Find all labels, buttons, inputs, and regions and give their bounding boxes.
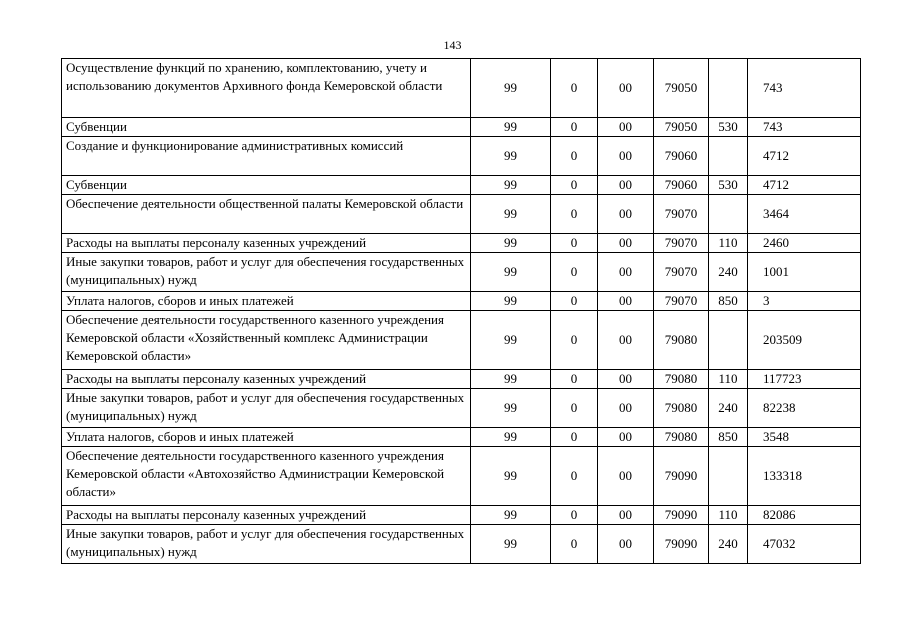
code-direction-cell: 79070 — [654, 253, 709, 292]
table-row — [62, 428, 861, 447]
code-section-cell: 99 — [471, 428, 551, 447]
code-program-cell: 00 — [598, 234, 654, 253]
expense-type-cell — [709, 311, 748, 370]
expense-name-cell: Субвенции — [62, 118, 471, 137]
table-row — [62, 447, 861, 506]
code-program-cell: 00 — [598, 370, 654, 389]
code-section-cell: 99 — [471, 525, 551, 564]
expense-name-cell: Обеспечение деятельности государственного казенного учреждения Кемеровской области «Автохозяйство Администрации Кемеровской области» — [62, 447, 471, 506]
code-program-cell: 00 — [598, 176, 654, 195]
code-direction-cell: 79080 — [654, 370, 709, 389]
expense-name-cell: Субвенции — [62, 176, 471, 195]
expense-type-cell — [709, 59, 748, 118]
code-section-cell: 99 — [471, 234, 551, 253]
code-subsection-cell: 0 — [551, 137, 598, 176]
code-program-cell: 00 — [598, 311, 654, 370]
code-subsection-cell: 0 — [551, 447, 598, 506]
expense-name-cell: Расходы на выплаты персоналу казенных учреждений — [62, 234, 471, 253]
code-subsection-cell: 0 — [551, 525, 598, 564]
expense-type-cell: 240 — [709, 389, 748, 428]
code-subsection-cell: 0 — [551, 311, 598, 370]
expense-name-cell: Иные закупки товаров, работ и услуг для обеспечения государственных (муниципальных) нужд — [62, 389, 471, 428]
code-subsection-cell: 0 — [551, 370, 598, 389]
table-row — [62, 506, 861, 525]
code-section-cell: 99 — [471, 137, 551, 176]
budget-table — [61, 58, 861, 564]
budget-table-body — [62, 59, 861, 564]
code-direction-cell: 79080 — [654, 311, 709, 370]
code-section-cell: 99 — [471, 447, 551, 506]
table-row — [62, 59, 861, 118]
code-subsection-cell: 0 — [551, 292, 598, 311]
expense-name-cell: Иные закупки товаров, работ и услуг для обеспечения государственных (муниципальных) нужд — [62, 525, 471, 564]
code-direction-cell: 79070 — [654, 234, 709, 253]
table-row — [62, 525, 861, 564]
amount-cell: 2460 — [748, 234, 861, 253]
table-row — [62, 311, 861, 370]
amount-cell: 1001 — [748, 253, 861, 292]
code-direction-cell: 79050 — [654, 59, 709, 118]
table-row — [62, 234, 861, 253]
amount-cell: 82086 — [748, 506, 861, 525]
code-direction-cell: 79080 — [654, 428, 709, 447]
expense-type-cell: 850 — [709, 292, 748, 311]
expense-name-cell: Уплата налогов, сборов и иных платежей — [62, 428, 471, 447]
amount-cell: 4712 — [748, 176, 861, 195]
code-direction-cell: 79050 — [654, 118, 709, 137]
code-section-cell: 99 — [471, 59, 551, 118]
code-program-cell: 00 — [598, 525, 654, 564]
table-row — [62, 195, 861, 234]
expense-name-cell: Расходы на выплаты персоналу казенных учреждений — [62, 370, 471, 389]
code-program-cell: 00 — [598, 253, 654, 292]
code-direction-cell: 79060 — [654, 137, 709, 176]
expense-name-cell: Обеспечение деятельности общественной палаты Кемеровской области — [62, 195, 471, 234]
amount-cell: 82238 — [748, 389, 861, 428]
code-section-cell: 99 — [471, 311, 551, 370]
expense-type-cell: 110 — [709, 370, 748, 389]
code-subsection-cell: 0 — [551, 253, 598, 292]
expense-type-cell: 850 — [709, 428, 748, 447]
amount-cell: 3464 — [748, 195, 861, 234]
expense-type-cell: 240 — [709, 525, 748, 564]
code-direction-cell: 79090 — [654, 447, 709, 506]
amount-cell: 47032 — [748, 525, 861, 564]
table-row — [62, 253, 861, 292]
code-section-cell: 99 — [471, 176, 551, 195]
code-program-cell: 00 — [598, 389, 654, 428]
amount-cell: 203509 — [748, 311, 861, 370]
code-section-cell: 99 — [471, 118, 551, 137]
code-direction-cell: 79080 — [654, 389, 709, 428]
code-program-cell: 00 — [598, 428, 654, 447]
code-direction-cell: 79060 — [654, 176, 709, 195]
code-direction-cell: 79070 — [654, 195, 709, 234]
code-section-cell: 99 — [471, 370, 551, 389]
amount-cell: 3548 — [748, 428, 861, 447]
code-program-cell: 00 — [598, 137, 654, 176]
code-subsection-cell: 0 — [551, 195, 598, 234]
code-subsection-cell: 0 — [551, 428, 598, 447]
code-subsection-cell: 0 — [551, 59, 598, 118]
expense-type-cell — [709, 137, 748, 176]
expense-name-cell: Расходы на выплаты персоналу казенных учреждений — [62, 506, 471, 525]
table-row — [62, 292, 861, 311]
expense-type-cell: 110 — [709, 234, 748, 253]
code-program-cell: 00 — [598, 506, 654, 525]
expense-type-cell: 530 — [709, 118, 748, 137]
code-subsection-cell: 0 — [551, 389, 598, 428]
code-section-cell: 99 — [471, 253, 551, 292]
table-row — [62, 137, 861, 176]
code-subsection-cell: 0 — [551, 176, 598, 195]
expense-type-cell: 240 — [709, 253, 748, 292]
table-row — [62, 370, 861, 389]
amount-cell: 743 — [748, 118, 861, 137]
code-program-cell: 00 — [598, 118, 654, 137]
code-direction-cell: 79090 — [654, 506, 709, 525]
amount-cell: 743 — [748, 59, 861, 118]
code-program-cell: 00 — [598, 59, 654, 118]
expense-name-cell: Создание и функционирование административных комиссий — [62, 137, 471, 176]
code-subsection-cell: 0 — [551, 506, 598, 525]
code-direction-cell: 79070 — [654, 292, 709, 311]
table-row — [62, 118, 861, 137]
code-section-cell: 99 — [471, 195, 551, 234]
amount-cell: 3 — [748, 292, 861, 311]
expense-name-cell: Уплата налогов, сборов и иных платежей — [62, 292, 471, 311]
code-program-cell: 00 — [598, 292, 654, 311]
page-number: 143 — [443, 38, 462, 52]
code-section-cell: 99 — [471, 389, 551, 428]
table-row — [62, 176, 861, 195]
expense-type-cell: 530 — [709, 176, 748, 195]
code-section-cell: 99 — [471, 292, 551, 311]
table-row — [62, 389, 861, 428]
expense-type-cell: 110 — [709, 506, 748, 525]
code-section-cell: 99 — [471, 506, 551, 525]
code-program-cell: 00 — [598, 447, 654, 506]
code-program-cell: 00 — [598, 195, 654, 234]
expense-name-cell: Осуществление функций по хранению, комплектованию, учету и использованию документов Архивного фонда Кемеровской области — [62, 59, 471, 118]
amount-cell: 4712 — [748, 137, 861, 176]
expense-type-cell — [709, 447, 748, 506]
expense-name-cell: Иные закупки товаров, работ и услуг для обеспечения государственных (муниципальных) нужд — [62, 253, 471, 292]
code-subsection-cell: 0 — [551, 118, 598, 137]
code-direction-cell: 79090 — [654, 525, 709, 564]
expense-name-cell: Обеспечение деятельности государственного казенного учреждения Кемеровской области «Хозяйственный комплекс Администрации Кемеровской области» — [62, 311, 471, 370]
code-subsection-cell: 0 — [551, 234, 598, 253]
amount-cell: 133318 — [748, 447, 861, 506]
expense-type-cell — [709, 195, 748, 234]
amount-cell: 117723 — [748, 370, 861, 389]
